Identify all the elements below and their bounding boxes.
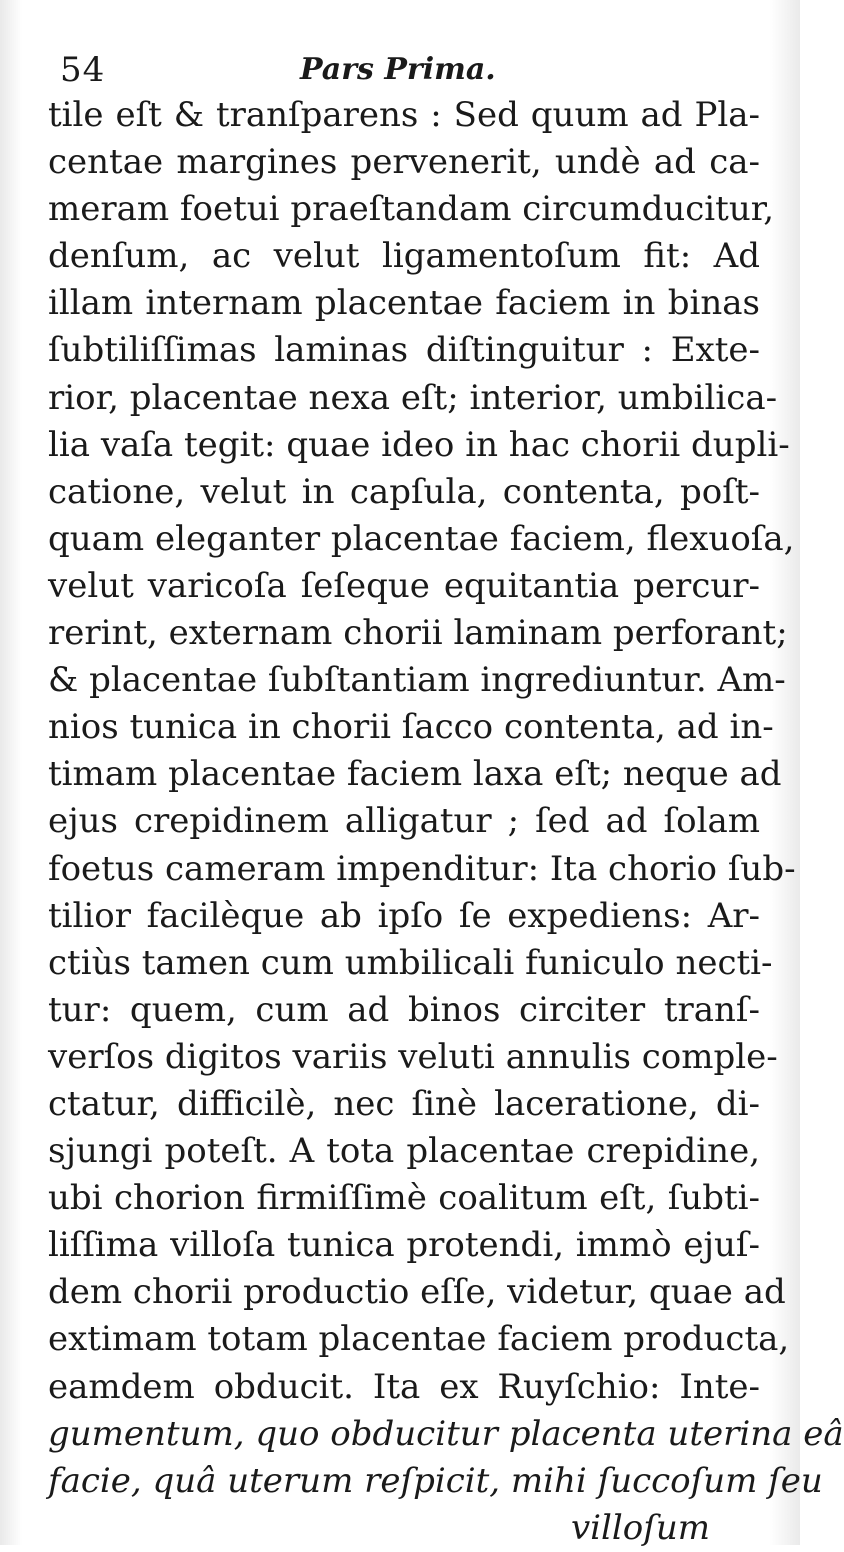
text-line: denſum, ac velut ligamentoſum fit: Ad bbox=[48, 236, 760, 277]
text-line: tilior facilèque ab ipſo ſe expediens: Ar- bbox=[48, 895, 760, 936]
text-line: liſſima villoſa tunica protendi, immò ejuſ- bbox=[48, 1225, 760, 1266]
page-number: 54 bbox=[60, 50, 106, 90]
text-line: rior, placentae nexa eſt; interior, umbilica- bbox=[48, 377, 778, 418]
text-line: dem chorii productio eſſe, videtur, quae ad bbox=[48, 1272, 786, 1313]
text-line: tile eſt & tranſparens : Sed quum ad Pla- bbox=[48, 95, 760, 135]
text-line: ejus crepidinem alligatur ; ſed ad ſolam bbox=[48, 801, 760, 842]
text-line: catione, velut in capſula, contenta, poſt- bbox=[48, 471, 760, 512]
text-line: tur: quem, cum ad binos circiter tranſ- bbox=[48, 989, 760, 1030]
text-line: facie, quâ uterum reſpicit, mihi ſuccoſum ſeu bbox=[48, 1460, 823, 1501]
text-line: ctiùs tamen cum umbilicali funiculo necti- bbox=[48, 942, 773, 983]
text-line: ctatur, difficilè, nec ſinè laceratione, di- bbox=[48, 1083, 760, 1124]
text-line: timam placentae faciem laxa eſt; neque ad bbox=[48, 754, 782, 795]
text-line: verſos digitos variis veluti annulis comple- bbox=[48, 1036, 778, 1077]
text-line: quam eleganter placentae faciem, flexuoſa, bbox=[48, 518, 795, 559]
text-line: illam internam placentae faciem in binas bbox=[48, 283, 760, 324]
text-line: centae margines pervenerit, undè ad ca- bbox=[48, 142, 760, 183]
text-line: sjungi poteſt. A tota placentae crepidine, bbox=[48, 1131, 760, 1172]
text-line: rerint, externam chorii laminam perforant; bbox=[48, 613, 788, 654]
catchword: villoſum bbox=[570, 1507, 710, 1548]
text-line: foetus cameram impenditur: Ita chorio ſub- bbox=[48, 848, 796, 889]
text-line: meram foetui praeſtandam circumducitur, bbox=[48, 189, 775, 230]
text-line: gumentum, quo obducitur placenta uterina eâ bbox=[48, 1413, 844, 1454]
text-line: lia vaſa tegit: quae ideo in hac chorii dupli- bbox=[48, 424, 790, 465]
text-line: extimam totam placentae faciem producta, bbox=[48, 1319, 790, 1360]
text-line: eamdem obducit. Ita ex Ruyſchio: Inte- bbox=[48, 1366, 760, 1407]
text-line: ſubtiliſſimas laminas diſtinguitur : Exte- bbox=[48, 330, 760, 371]
text-line: velut varicoſa ſeſeque equitantia percur- bbox=[48, 565, 760, 606]
running-title: Pars Prima. bbox=[300, 52, 496, 87]
text-line: & placentae ſubſtantiam ingrediuntur. Am- bbox=[48, 660, 786, 701]
text-line: nios tunica in chorii ſacco contenta, ad in- bbox=[48, 707, 774, 748]
body-text bbox=[48, 92, 844, 1552]
text-line: ubi chorion firmiſſimè coalitum eſt, ſubti- bbox=[48, 1178, 760, 1219]
